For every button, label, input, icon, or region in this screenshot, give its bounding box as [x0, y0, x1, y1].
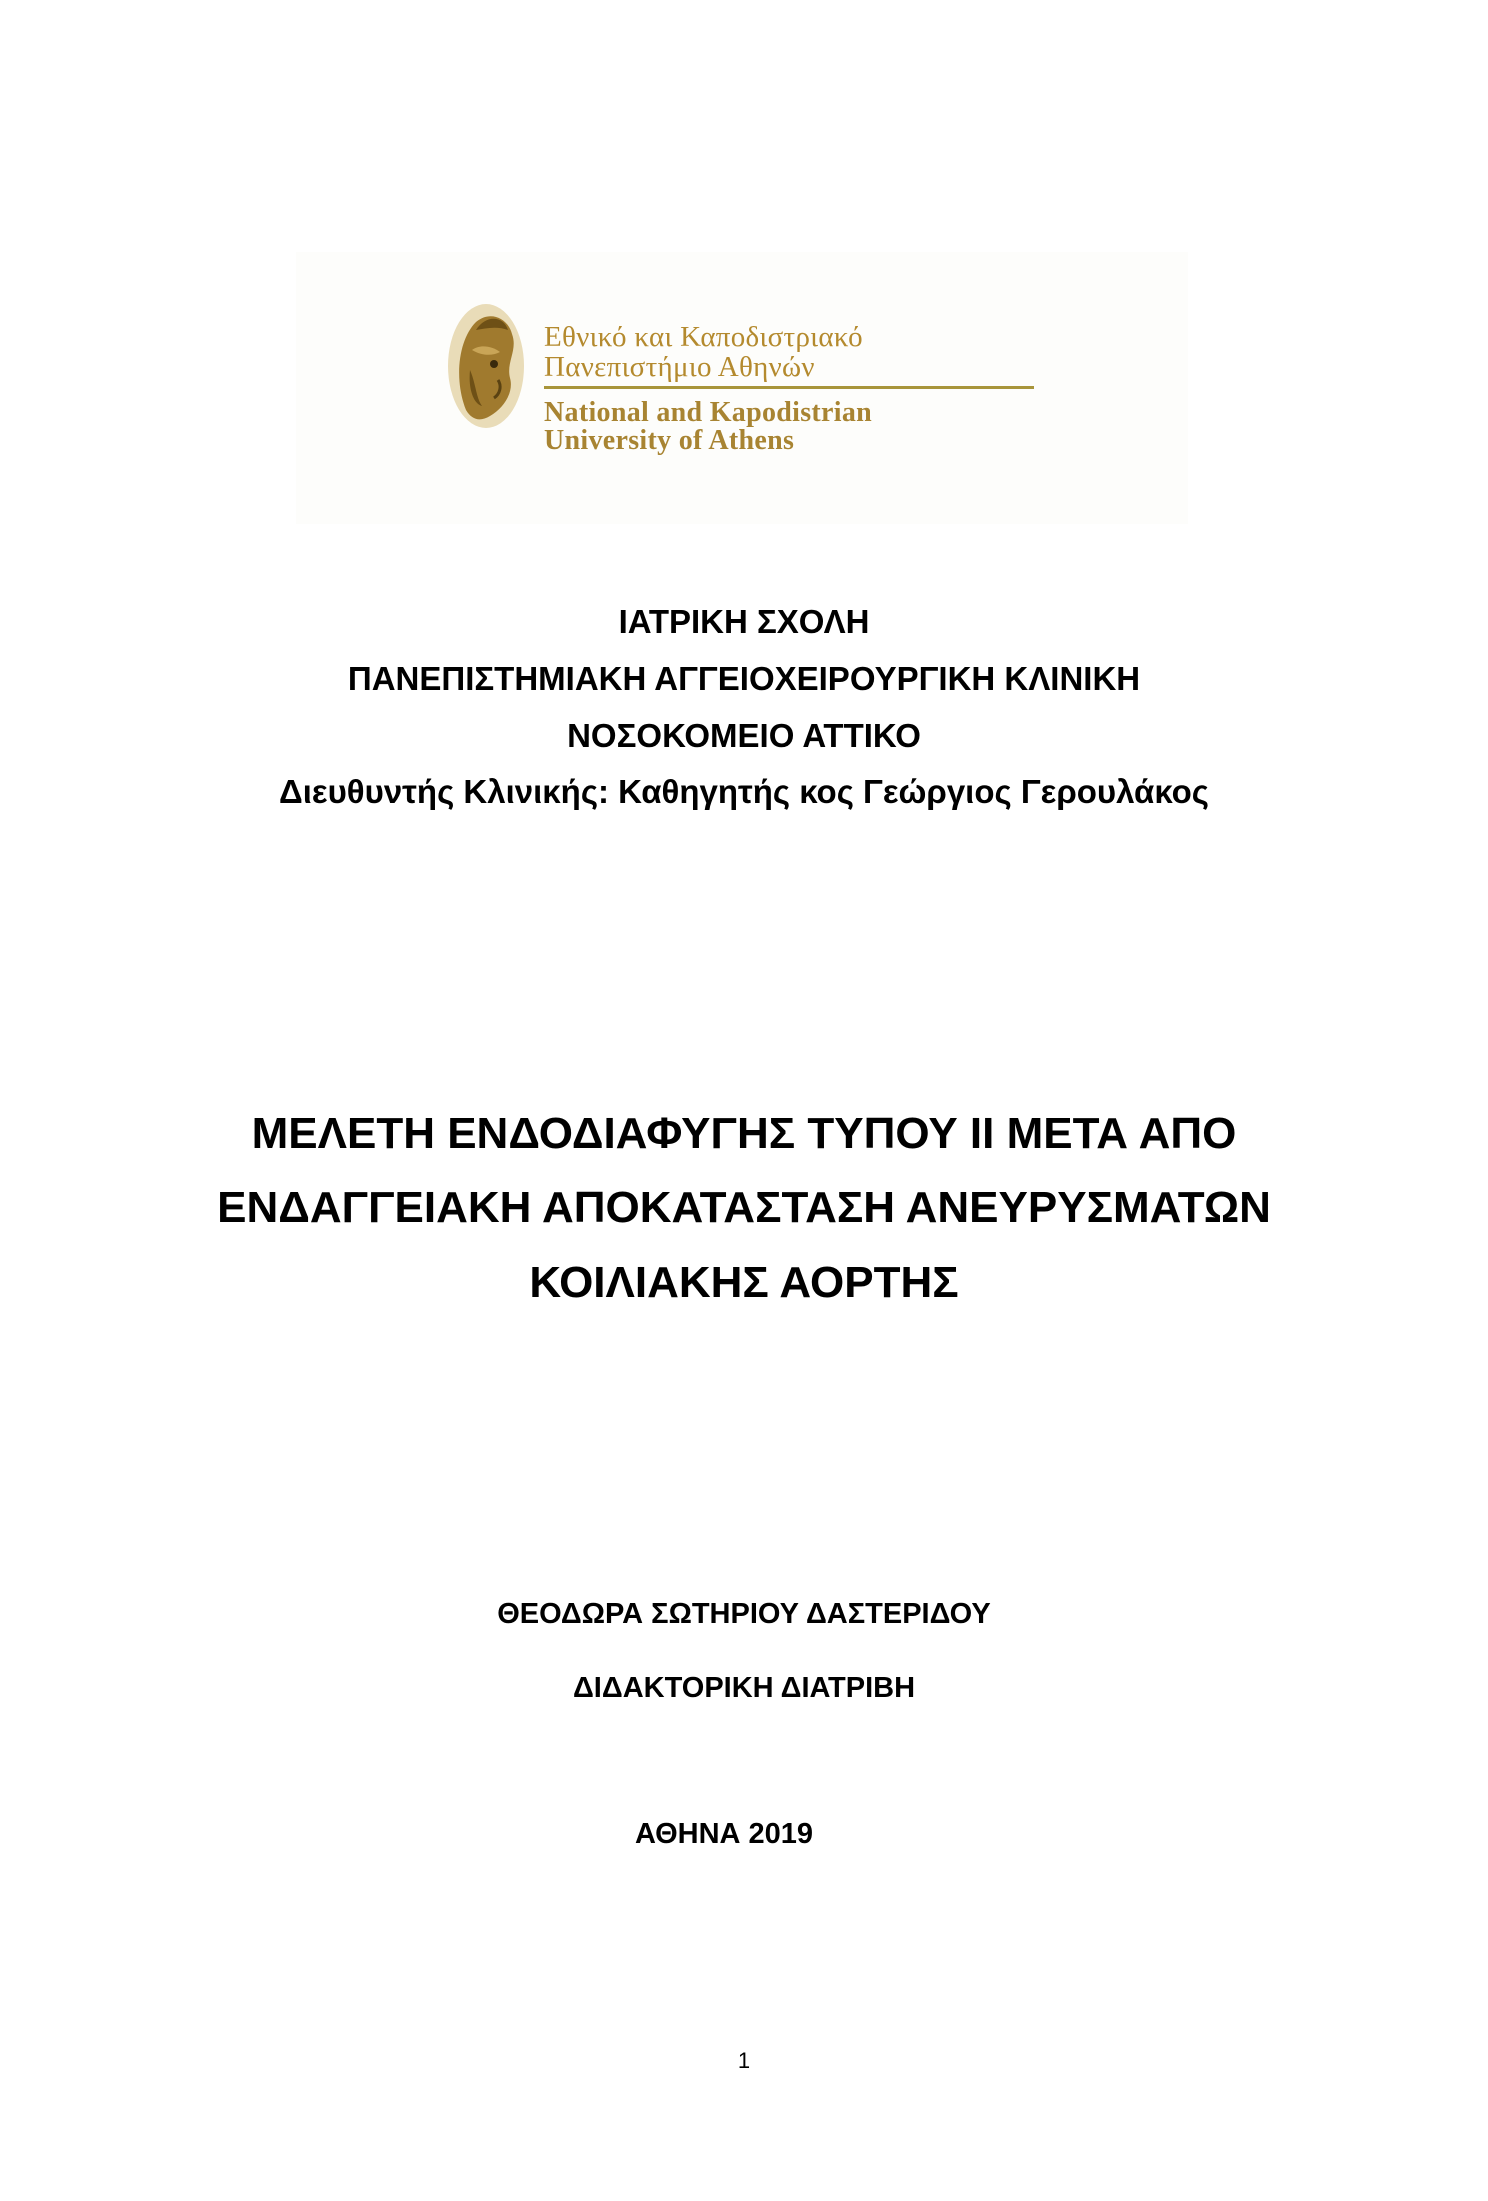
athena-head-seal-icon — [446, 300, 526, 432]
clinic-director: Διευθυντής Κλινικής: Καθηγητής κος Γεώργιος Γερουλάκος — [279, 773, 1209, 810]
place-year: ΑΘΗΝΑ 2019 — [634, 1818, 814, 1850]
logo-divider — [544, 386, 1034, 389]
logo-english-line2: University of Athens — [544, 425, 795, 456]
school-name: ΙΑΤΡΙΚΗ ΣΧΟΛΗ — [618, 603, 870, 640]
logo-english-line1: National and Kapodistrian — [544, 397, 873, 428]
thesis-type: ΔΙΔΑΚΤΟΡΙΚΗ ΔΙΑΤΡΙΒΗ — [572, 1672, 916, 1704]
hospital-name: ΝΟΣΟΚΟΜΕΙΟ ΑΤΤΙΚΟ — [567, 717, 921, 754]
page-number: 1 — [737, 2048, 751, 2073]
thesis-title-line3: ΚΟΙΛΙΑΚΗΣ ΑΟΡΤΗΣ — [529, 1258, 959, 1307]
thesis-title-line2: ΕΝΔΑΓΓΕΙΑΚΗ ΑΠΟΚΑΤΑΣΤΑΣΗ ΑΝΕΥΡΥΣΜΑΤΩΝ — [217, 1183, 1271, 1232]
thesis-title-line1: ΜΕΛΕΤΗ ΕΝΔΟΔΙΑΦΥΓΗΣ ΤΥΠΟΥ ΙΙ ΜΕΤΑ ΑΠΟ — [251, 1109, 1237, 1158]
logo-greek-line2: Πανεπιστήμιο Αθηνών — [544, 351, 815, 383]
university-logo — [296, 252, 1188, 524]
clinic-name: ΠΑΝΕΠΙΣΤΗΜΙΑΚΗ ΑΓΓΕΙΟΧΕΙΡΟΥΡΓΙΚΗ ΚΛΙΝΙΚΗ — [347, 660, 1141, 697]
logo-greek-line1: Εθνικό και Καποδιστριακό — [544, 321, 863, 353]
author-name: ΘΕΟΔΩΡΑ ΣΩΤΗΡΙΟΥ ΔΑΣΤΕΡΙΔΟΥ — [497, 1598, 991, 1630]
